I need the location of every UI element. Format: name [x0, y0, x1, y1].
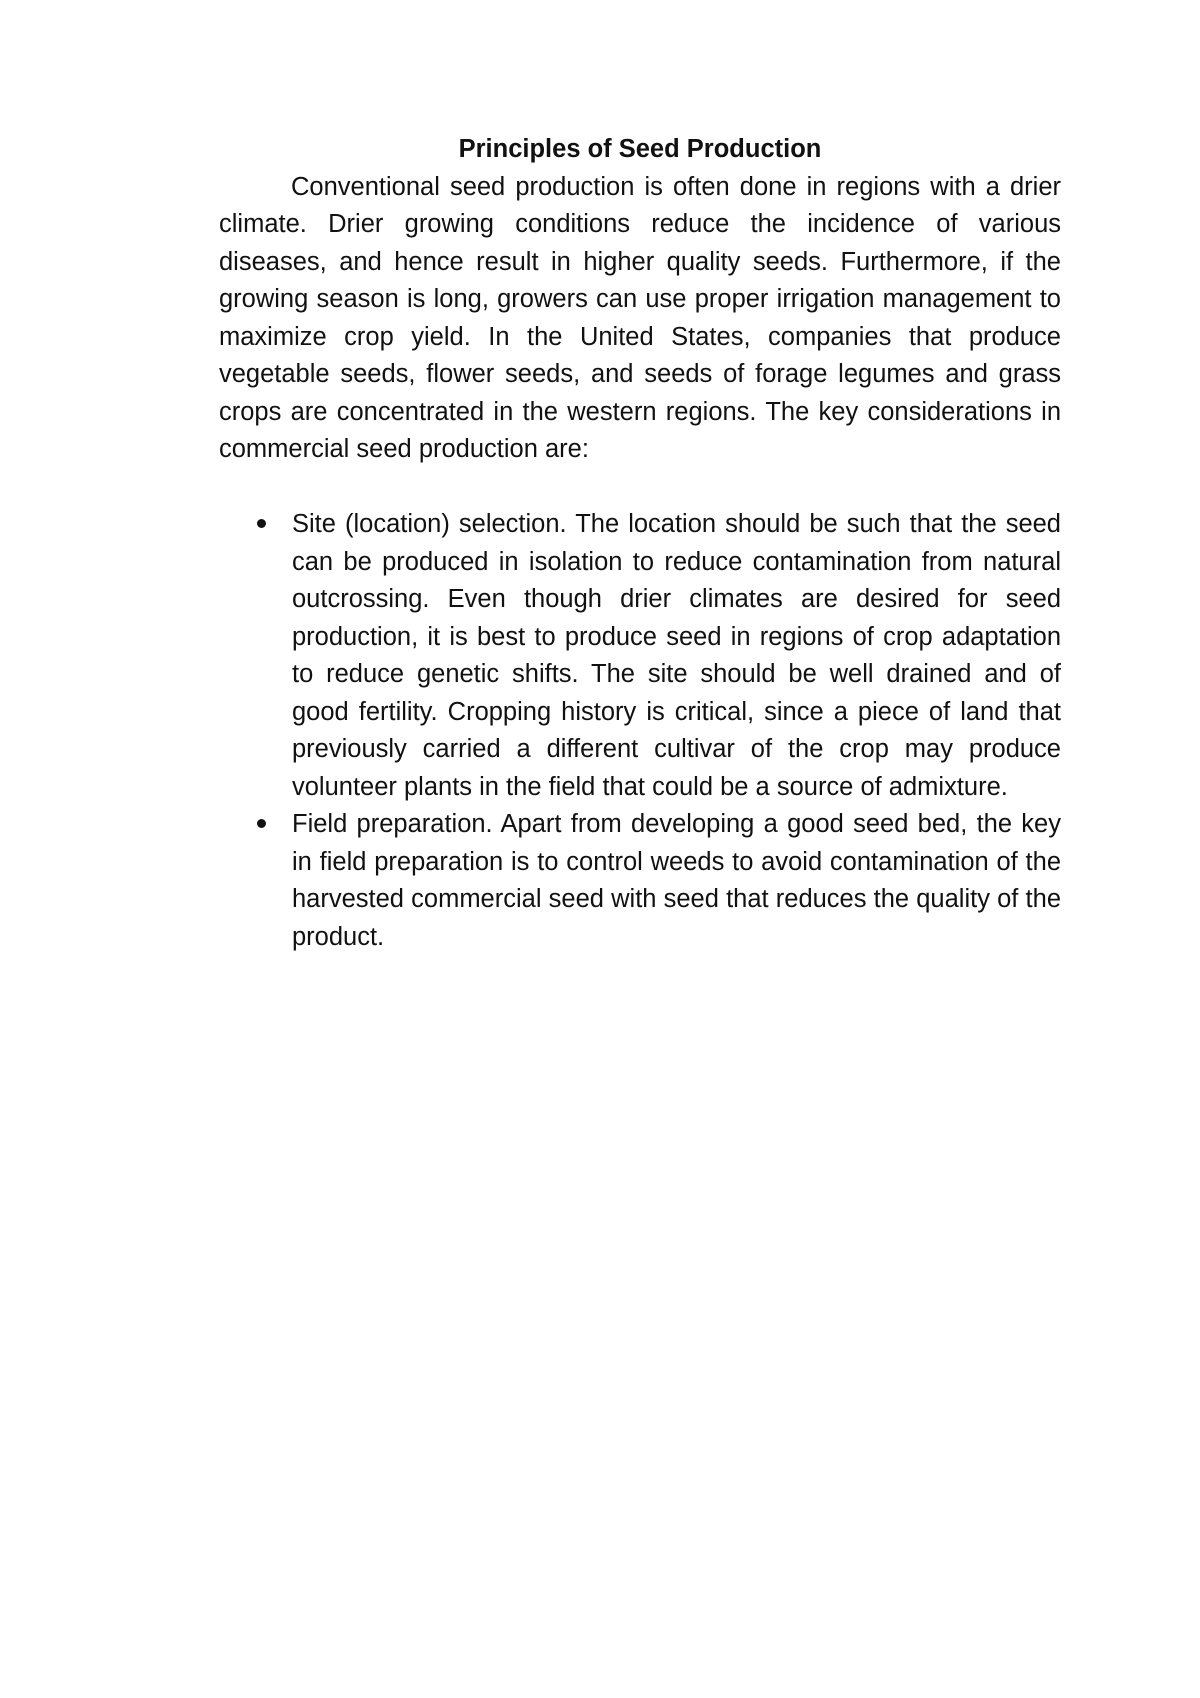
document-body: [219, 131, 1061, 956]
list-item-text: Field preparation. Apart from developing a good seed bed, the key in field preparation is to control weeds to avoid contamination of the harvested commercial seed with seed that reduces the quality of the product.: [292, 810, 1061, 951]
list-item-field-preparation: [219, 806, 1061, 956]
bullet-dot-icon: [251, 806, 271, 844]
intro-paragraph: Conventional seed production is often done in regions with a drier climate. Drier growing conditions reduce the incidence of various diseases, and hence result in higher quality seeds. Furthermore, if the growing season is long, growers can use proper irrigation management to maximize crop yield. In the United States, companies that produce vegetable seeds, flower seeds, and seeds of forage legumes and grass crops are concentrated in the western regions. The key considerations in commercial seed production are:: [219, 172, 1061, 463]
list-item-text: Site (location) selection. The location should be such that the seed can be produced in isolation to reduce contamination from natural outcrossing. Even though drier climates are desired for seed production, it is best to produce seed in regions of crop adaptation to reduce genetic shifts. The site should be well drained and of good fertility. Cropping history is critical, since a piece of land that previously carried a different cultivar of the crop may produce volunteer plants in the field that could be a source of admixture.: [292, 510, 1061, 801]
list-item-site-selection: [219, 506, 1061, 806]
considerations-list: [219, 506, 1061, 956]
bullet-dot-icon: [251, 506, 271, 544]
document-title: Principles of Seed Production: [458, 135, 822, 163]
paragraph-spacer: [219, 469, 1061, 507]
